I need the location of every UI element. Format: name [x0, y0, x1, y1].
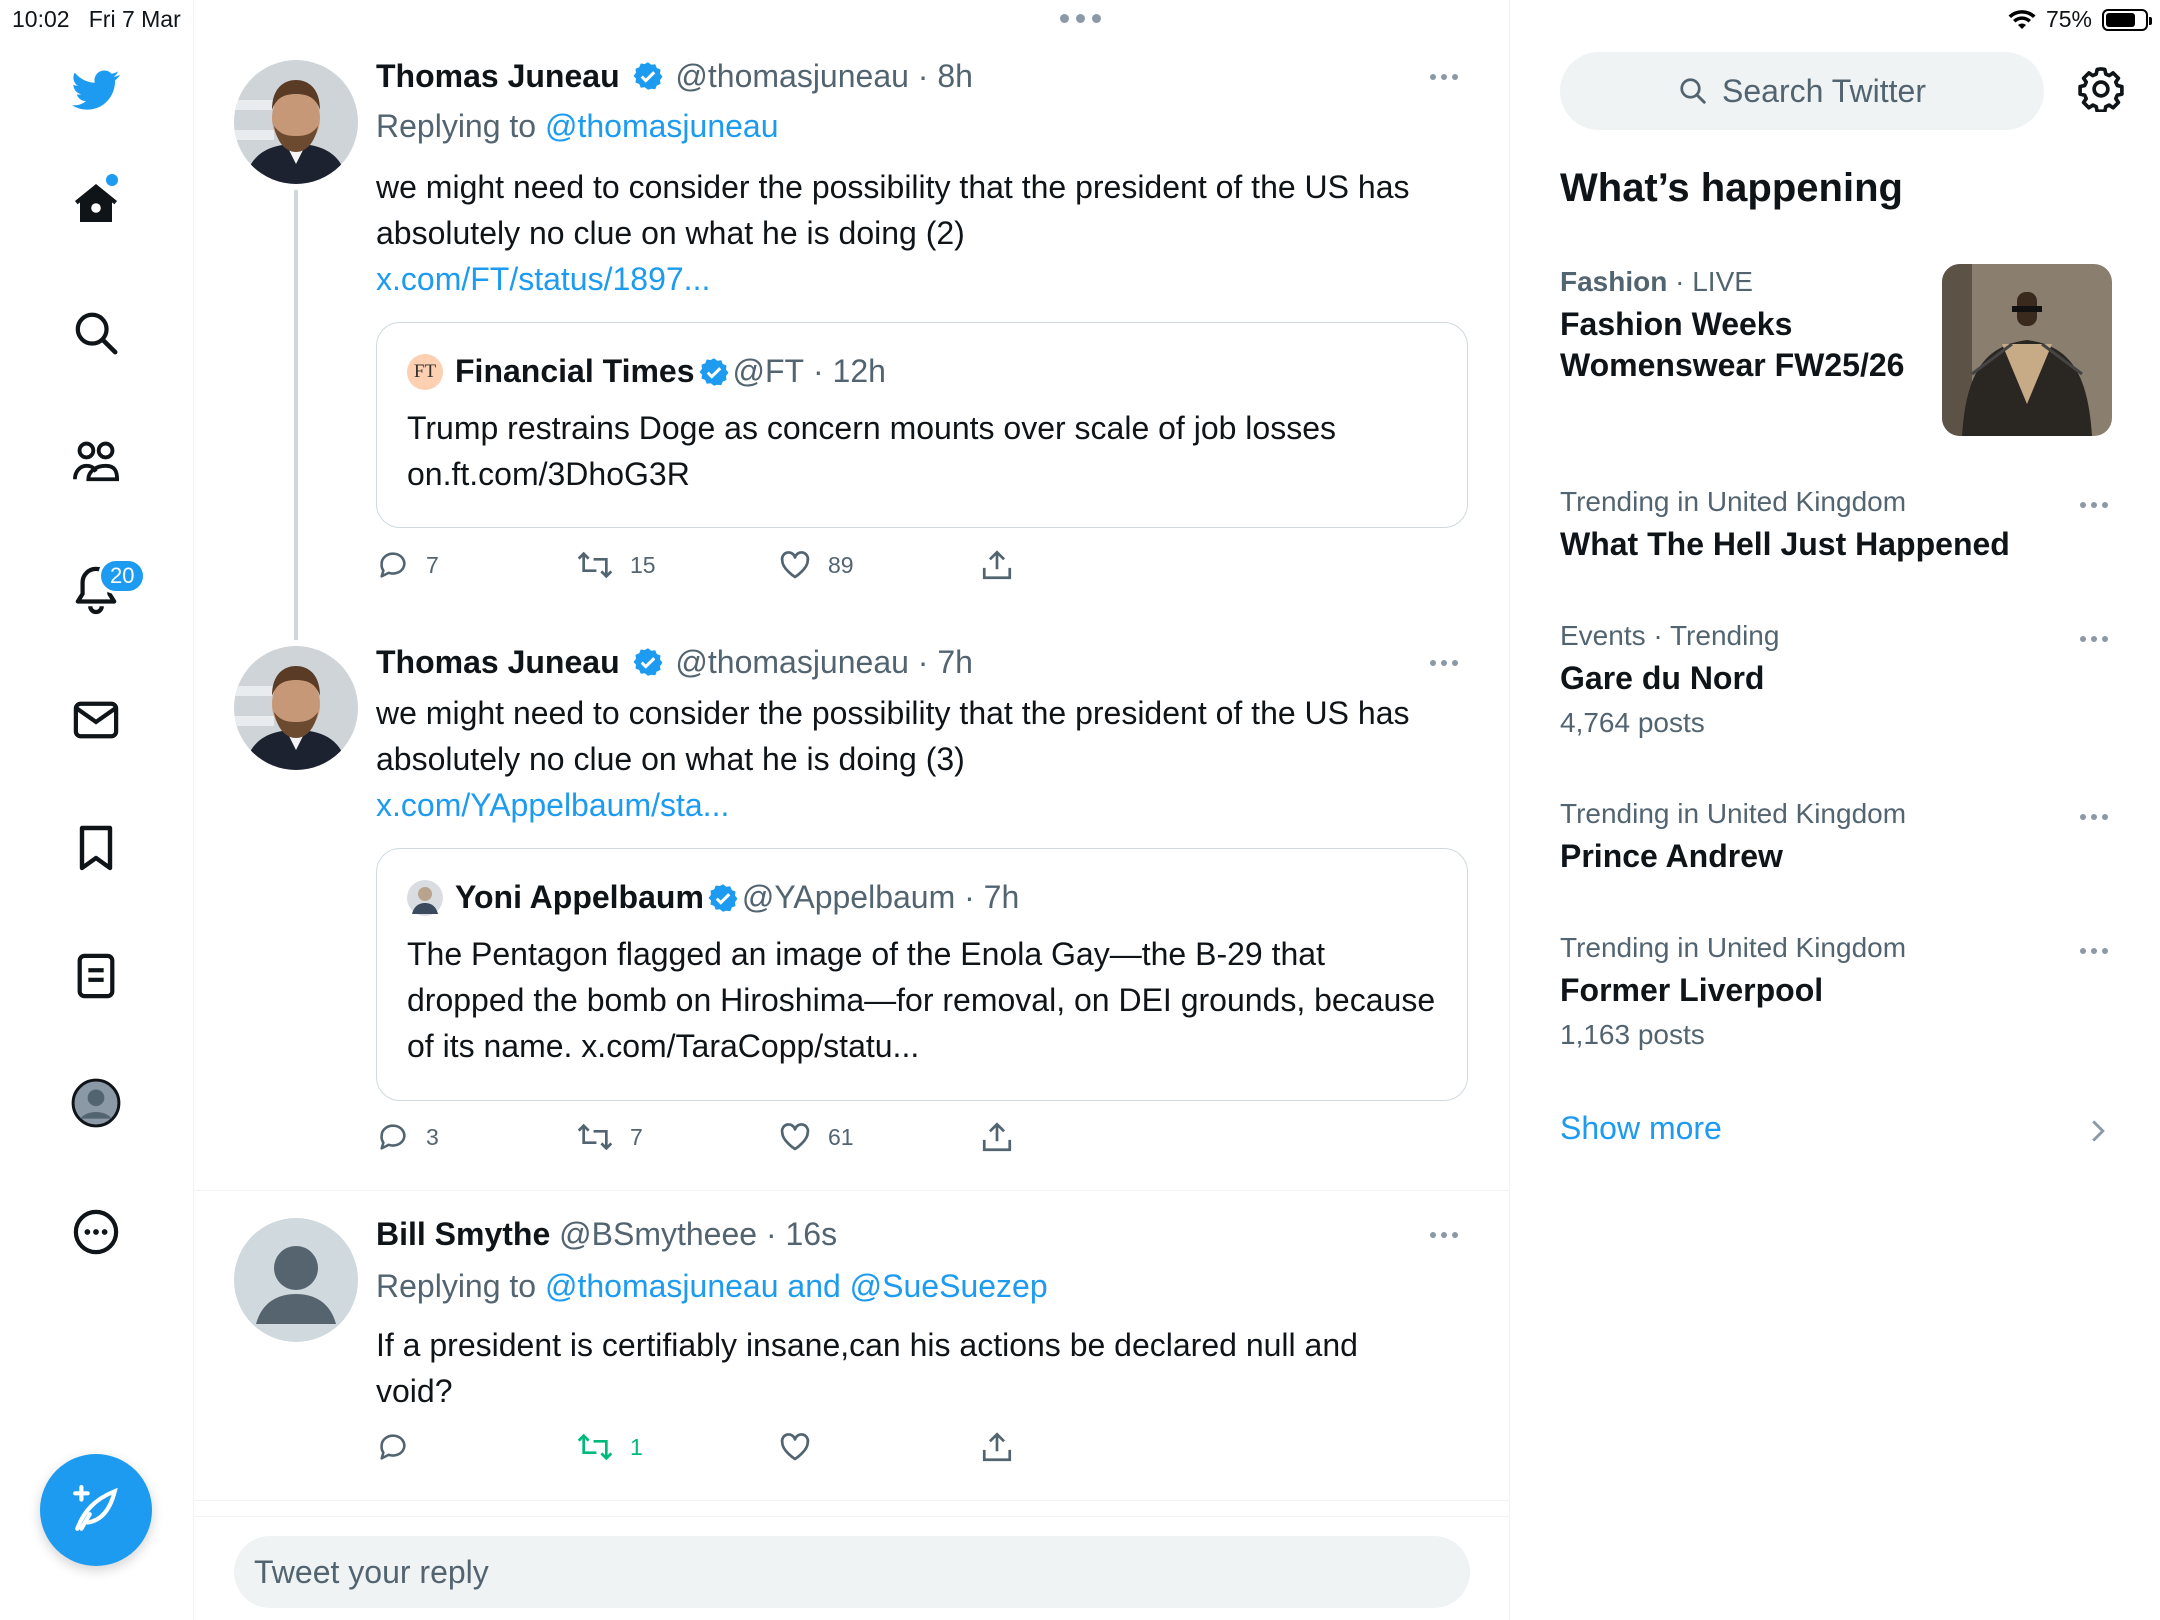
tweet-link[interactable]: x.com/FT/status/1897...: [376, 261, 711, 297]
tweet-text: If a president is certifiably insane,can his actions be declared null and void?: [376, 1327, 1358, 1409]
quote-body: Trump restrains Doge as concern mounts over scale of job losses: [407, 410, 1336, 446]
trend-category: Trending in United Kingdom: [1560, 486, 1907, 517]
retweet-button[interactable]: [576, 548, 656, 582]
like-count: 61: [828, 1123, 854, 1150]
messages-envelope-icon[interactable]: [66, 690, 126, 750]
compose-feather-icon: [71, 1485, 121, 1535]
trend-category: [1560, 266, 1920, 298]
retweet-button[interactable]: [576, 1120, 643, 1154]
tweet-header: [376, 1216, 837, 1253]
retweet-icon: [576, 1120, 614, 1154]
battery-fill: [2106, 13, 2135, 27]
quote-text: The Pentagon flagged an image of the Enola Gay—the B-29 that dropped the bomb on Hiroshima—for removal, on DEI grounds, because of its name. x.com/TaraCopp/statu...: [407, 936, 1436, 1064]
trend-more-icon[interactable]: [2080, 502, 2108, 508]
reply-button[interactable]: [376, 1120, 439, 1154]
quote-author-handle: @FT: [732, 353, 805, 389]
author-name[interactable]: Thomas Juneau: [376, 644, 620, 680]
divider: [194, 1190, 1509, 1191]
trend-item[interactable]: [1560, 486, 2120, 565]
trend-title: Prince Andrew: [1560, 838, 1783, 874]
quote-author-name: Financial Times: [455, 353, 695, 389]
tweet-time[interactable]: · 16s: [765, 1216, 838, 1252]
trend-category: Trending in United Kingdom: [1560, 932, 1907, 963]
replying-to: [376, 108, 779, 145]
avatar[interactable]: [234, 60, 358, 184]
like-button[interactable]: [778, 1430, 812, 1464]
trend-item[interactable]: [1560, 932, 2120, 1051]
reply-icon: [376, 1430, 410, 1464]
tweet-actions: [376, 548, 1076, 588]
search-icon: [1678, 76, 1708, 106]
reply-button[interactable]: [376, 1430, 410, 1464]
tweet-link[interactable]: x.com/YAppelbaum/sta...: [376, 787, 730, 823]
tweet-actions: [376, 1120, 1076, 1160]
divider: [194, 1516, 1509, 1517]
home-unread-dot: [106, 174, 118, 186]
quote-author-handle: @YAppelbaum: [741, 879, 956, 915]
battery-icon: [2102, 9, 2148, 31]
tweet-text: [376, 690, 1436, 828]
trend-more-icon[interactable]: [2080, 636, 2108, 642]
communities-icon[interactable]: [66, 432, 126, 492]
quoted-tweet[interactable]: [376, 848, 1468, 1101]
heart-icon: [778, 1120, 812, 1154]
retweet-count: 15: [630, 551, 656, 578]
settings-gear-icon[interactable]: [2078, 66, 2124, 117]
tweet-header: [376, 644, 973, 681]
trend-title: Fashion Weeks Womenswear FW25/26: [1560, 306, 1905, 383]
reply-icon: [376, 1120, 410, 1154]
trend-category: Events · Trending: [1560, 620, 1780, 651]
tweet-header: [376, 58, 973, 95]
verified-badge-icon: [699, 357, 729, 387]
trend-title: Gare du Nord: [1560, 660, 1765, 696]
like-button[interactable]: [778, 1120, 854, 1154]
tweet-actions: [376, 1430, 1076, 1470]
tweet-more-icon[interactable]: [1430, 660, 1458, 666]
wifi-icon: [2008, 9, 2036, 31]
share-icon: [980, 1120, 1014, 1154]
trend-category-name: Fashion: [1560, 266, 1668, 297]
quote-header: [407, 879, 1019, 916]
trend-title: Former Liverpool: [1560, 972, 1824, 1008]
heart-icon: [778, 548, 812, 582]
like-button[interactable]: [778, 548, 854, 582]
quote-header: [407, 353, 886, 390]
tweet-text: [376, 164, 1436, 302]
status-right: [2008, 6, 2148, 33]
quoted-tweet[interactable]: [376, 322, 1468, 528]
avatar[interactable]: [234, 1218, 358, 1342]
trend-post-count: 1,163 posts: [1560, 1019, 1705, 1050]
compose-tweet-button[interactable]: [40, 1454, 152, 1566]
share-icon: [980, 548, 1014, 582]
tweet-body: we might need to consider the possibility that the president of the US has absolutely no clue on what he is doing (2): [376, 169, 1410, 251]
tweet-more-icon[interactable]: [1430, 74, 1458, 80]
tweet-time[interactable]: · 8h: [917, 58, 973, 94]
sidebar-nav: [0, 0, 194, 1620]
trend-live-label: · LIVE: [1675, 266, 1753, 297]
verified-badge-icon: [708, 883, 738, 913]
share-icon: [980, 1430, 1014, 1464]
author-handle[interactable]: @thomasjuneau: [675, 58, 909, 94]
battery-percent: 75%: [2045, 6, 2092, 32]
retweet-count: 7: [630, 1123, 643, 1150]
tweet-more-icon[interactable]: [1430, 1232, 1458, 1238]
quote-author-name: Yoni Appelbaum: [455, 879, 704, 915]
notifications-badge: 20: [98, 558, 146, 594]
trend-item[interactable]: [1560, 620, 2120, 739]
reply-count: 7: [426, 551, 439, 578]
tweet-body: we might need to consider the possibility that the president of the US has absolutely no clue on what he is doing (3): [376, 695, 1410, 777]
avatar[interactable]: [234, 646, 358, 770]
quote-time: · 7h: [964, 879, 1020, 915]
trend-title: What The Hell Just Happened: [1560, 526, 2010, 562]
tweet-reply-input[interactable]: Tweet your reply: [234, 1536, 1470, 1608]
more-options-icon[interactable]: [66, 1202, 126, 1262]
author-name[interactable]: Thomas Juneau: [376, 58, 620, 94]
bookmarks-icon[interactable]: [66, 818, 126, 878]
verified-badge-icon: [633, 61, 663, 91]
author-name[interactable]: Bill Smythe: [376, 1216, 551, 1252]
replying-to-link[interactable]: @thomasjuneau and @SueSuezep: [544, 1268, 1048, 1304]
retweet-count: 1: [630, 1433, 643, 1460]
heart-icon: [778, 1430, 812, 1464]
tweet-time[interactable]: · 7h: [917, 644, 973, 680]
profile-avatar-icon[interactable]: [66, 1073, 126, 1133]
thread-line: [294, 190, 298, 640]
share-button[interactable]: [980, 1120, 1014, 1154]
reply-button[interactable]: [376, 548, 439, 582]
lists-icon[interactable]: [66, 946, 126, 1006]
quote-text: [407, 405, 1437, 497]
retweet-icon: [576, 1430, 614, 1464]
retweet-button[interactable]: [576, 1430, 643, 1464]
trend-item[interactable]: [1560, 798, 2120, 877]
author-handle[interactable]: @BSmytheee: [559, 1216, 758, 1252]
search-placeholder: Search Twitter: [1722, 72, 1926, 109]
quote-avatar: [407, 880, 443, 916]
timeline-column: [194, 0, 1510, 1620]
reply-count: 3: [426, 1123, 439, 1150]
chevron-right-icon: [2090, 1118, 2106, 1149]
quote-time: · 12h: [812, 353, 886, 389]
quote-link: on.ft.com/3DhoG3R: [407, 456, 690, 492]
trend-item[interactable]: [1560, 266, 1920, 386]
replying-to: [376, 1268, 1048, 1305]
reply-icon: [376, 548, 410, 582]
whats-happening-title: What’s happening: [1560, 166, 1903, 210]
retweet-icon: [576, 548, 614, 582]
clock-time: 10:02: [12, 6, 70, 32]
clock-date: Fri 7 Mar: [88, 6, 181, 32]
ft-avatar: FT: [407, 354, 443, 390]
share-button[interactable]: [980, 1430, 1014, 1464]
trend-more-icon[interactable]: [2080, 948, 2108, 954]
like-count: 89: [828, 551, 854, 578]
replying-to-link[interactable]: @thomasjuneau: [544, 108, 779, 144]
trend-post-count: 4,764 posts: [1560, 707, 1705, 738]
show-more-link[interactable]: Show more: [1560, 1110, 1722, 1146]
trend-thumbnail[interactable]: [1942, 264, 2112, 436]
share-button[interactable]: [980, 548, 1014, 582]
trend-more-icon[interactable]: [2080, 814, 2108, 820]
trend-category: Trending in United Kingdom: [1560, 798, 1907, 829]
search-input[interactable]: [1560, 52, 2044, 130]
replying-prefix: Replying to: [376, 108, 537, 144]
explore-search-icon[interactable]: [66, 303, 126, 363]
twitter-logo-icon[interactable]: [66, 60, 126, 120]
divider: [194, 1500, 1509, 1501]
replying-prefix: Replying to: [376, 1268, 537, 1304]
verified-badge-icon: [633, 647, 663, 677]
author-handle[interactable]: @thomasjuneau: [675, 644, 909, 680]
